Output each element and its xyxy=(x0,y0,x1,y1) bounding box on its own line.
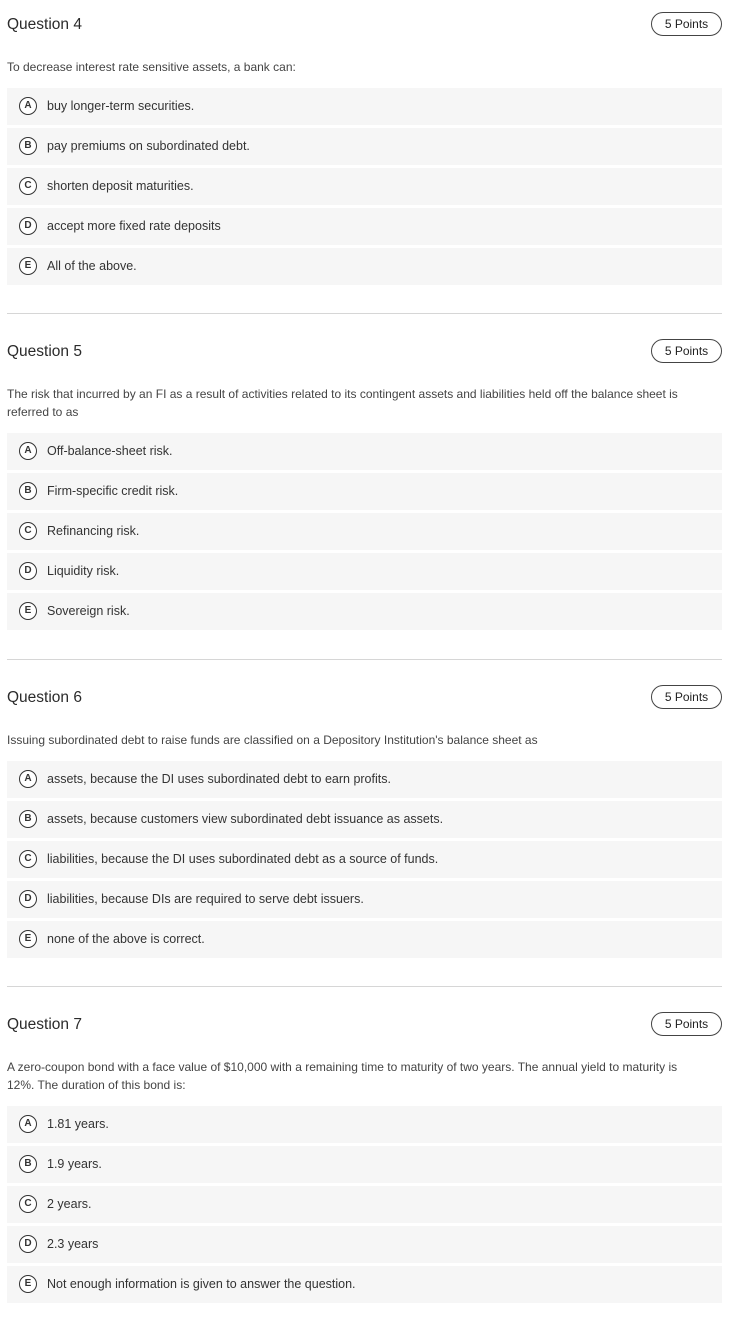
option-text: 2 years. xyxy=(47,1197,92,1211)
question-title: Question 4 xyxy=(7,16,82,33)
option-text: Not enough information is given to answer the question. xyxy=(47,1277,356,1291)
question-text: Issuing subordinated debt to raise funds are classified on a Depository Institution's balance sheet as xyxy=(7,733,538,747)
option-c[interactable] xyxy=(7,1186,722,1223)
question-header xyxy=(7,12,722,52)
option-e[interactable] xyxy=(7,921,722,958)
question-7 xyxy=(7,1012,722,1291)
option-text: liabilities, because DIs are required to serve debt issuers. xyxy=(47,892,364,906)
question-header xyxy=(7,1012,722,1052)
option-letter-e: E xyxy=(19,257,37,275)
option-letter-e: E xyxy=(19,930,37,948)
question-divider xyxy=(7,659,722,660)
option-a[interactable] xyxy=(7,1106,722,1143)
option-c[interactable] xyxy=(7,513,722,550)
option-letter-a: A xyxy=(19,97,37,115)
option-text: All of the above. xyxy=(47,259,137,273)
question-divider xyxy=(7,986,722,987)
points-badge[interactable]: 5 Points xyxy=(651,12,722,36)
question-header xyxy=(7,685,722,725)
points-badge[interactable]: 5 Points xyxy=(651,339,722,363)
option-text: assets, because the DI uses subordinated debt to earn profits. xyxy=(47,772,391,786)
option-text: Refinancing risk. xyxy=(47,524,140,538)
option-d[interactable] xyxy=(7,208,722,245)
option-letter-d: D xyxy=(19,562,37,580)
option-letter-d: D xyxy=(19,1235,37,1253)
option-c[interactable] xyxy=(7,841,722,878)
option-e[interactable] xyxy=(7,248,722,285)
option-c[interactable] xyxy=(7,168,722,205)
option-b[interactable] xyxy=(7,801,722,838)
option-text: shorten deposit maturities. xyxy=(47,179,194,193)
option-b[interactable] xyxy=(7,1146,722,1183)
option-e[interactable] xyxy=(7,593,722,630)
option-b[interactable] xyxy=(7,128,722,165)
option-text: accept more fixed rate deposits xyxy=(47,219,221,233)
answer-options xyxy=(7,761,722,961)
question-title: Question 6 xyxy=(7,689,82,706)
question-4 xyxy=(7,12,722,273)
option-letter-c: C xyxy=(19,177,37,195)
question-divider xyxy=(7,313,722,314)
option-text: buy longer-term securities. xyxy=(47,99,195,113)
option-text: none of the above is correct. xyxy=(47,932,205,946)
option-letter-c: C xyxy=(19,850,37,868)
option-d[interactable] xyxy=(7,881,722,918)
option-letter-a: A xyxy=(19,770,37,788)
option-a[interactable] xyxy=(7,433,722,470)
question-6 xyxy=(7,685,722,946)
option-text: 1.9 years. xyxy=(47,1157,102,1171)
option-text: assets, because customers view subordinated debt issuance as assets. xyxy=(47,812,444,826)
option-letter-b: B xyxy=(19,482,37,500)
option-text: liabilities, because the DI uses subordinated debt as a source of funds. xyxy=(47,852,439,866)
option-letter-b: B xyxy=(19,1155,37,1173)
option-letter-a: A xyxy=(19,1115,37,1133)
option-d[interactable] xyxy=(7,1226,722,1263)
question-title: Question 5 xyxy=(7,343,82,360)
points-badge[interactable]: 5 Points xyxy=(651,1012,722,1036)
points-badge[interactable]: 5 Points xyxy=(651,685,722,709)
option-text: Firm-specific credit risk. xyxy=(47,484,179,498)
option-text: pay premiums on subordinated debt. xyxy=(47,139,250,153)
option-letter-a: A xyxy=(19,442,37,460)
option-letter-e: E xyxy=(19,602,37,620)
option-a[interactable] xyxy=(7,88,722,125)
option-letter-b: B xyxy=(19,810,37,828)
option-b[interactable] xyxy=(7,473,722,510)
question-title: Question 7 xyxy=(7,1016,82,1033)
option-letter-d: D xyxy=(19,890,37,908)
question-5 xyxy=(7,339,722,618)
option-letter-e: E xyxy=(19,1275,37,1293)
question-header xyxy=(7,339,722,379)
option-text: 2.3 years xyxy=(47,1237,99,1251)
option-text: 1.81 years. xyxy=(47,1117,109,1131)
option-d[interactable] xyxy=(7,553,722,590)
option-letter-b: B xyxy=(19,137,37,155)
answer-options xyxy=(7,433,722,633)
option-letter-c: C xyxy=(19,1195,37,1213)
option-e[interactable] xyxy=(7,1266,722,1303)
question-text: To decrease interest rate sensitive assets, a bank can: xyxy=(7,60,296,74)
option-letter-d: D xyxy=(19,217,37,235)
option-letter-c: C xyxy=(19,522,37,540)
option-text: Off-balance-sheet risk. xyxy=(47,444,173,458)
option-text: Liquidity risk. xyxy=(47,564,120,578)
question-text: A zero-coupon bond with a face value of $10,000 with a remaining time to maturity of two years. The annual yield to maturity is 12%. The duration of this bond is: xyxy=(7,1060,678,1092)
option-a[interactable] xyxy=(7,761,722,798)
answer-options xyxy=(7,88,722,288)
option-text: Sovereign risk. xyxy=(47,604,130,618)
answer-options xyxy=(7,1106,722,1306)
question-text: The risk that incurred by an FI as a result of activities related to its contingent assets and liabilities held off the balance sheet is referred to as xyxy=(7,387,678,419)
